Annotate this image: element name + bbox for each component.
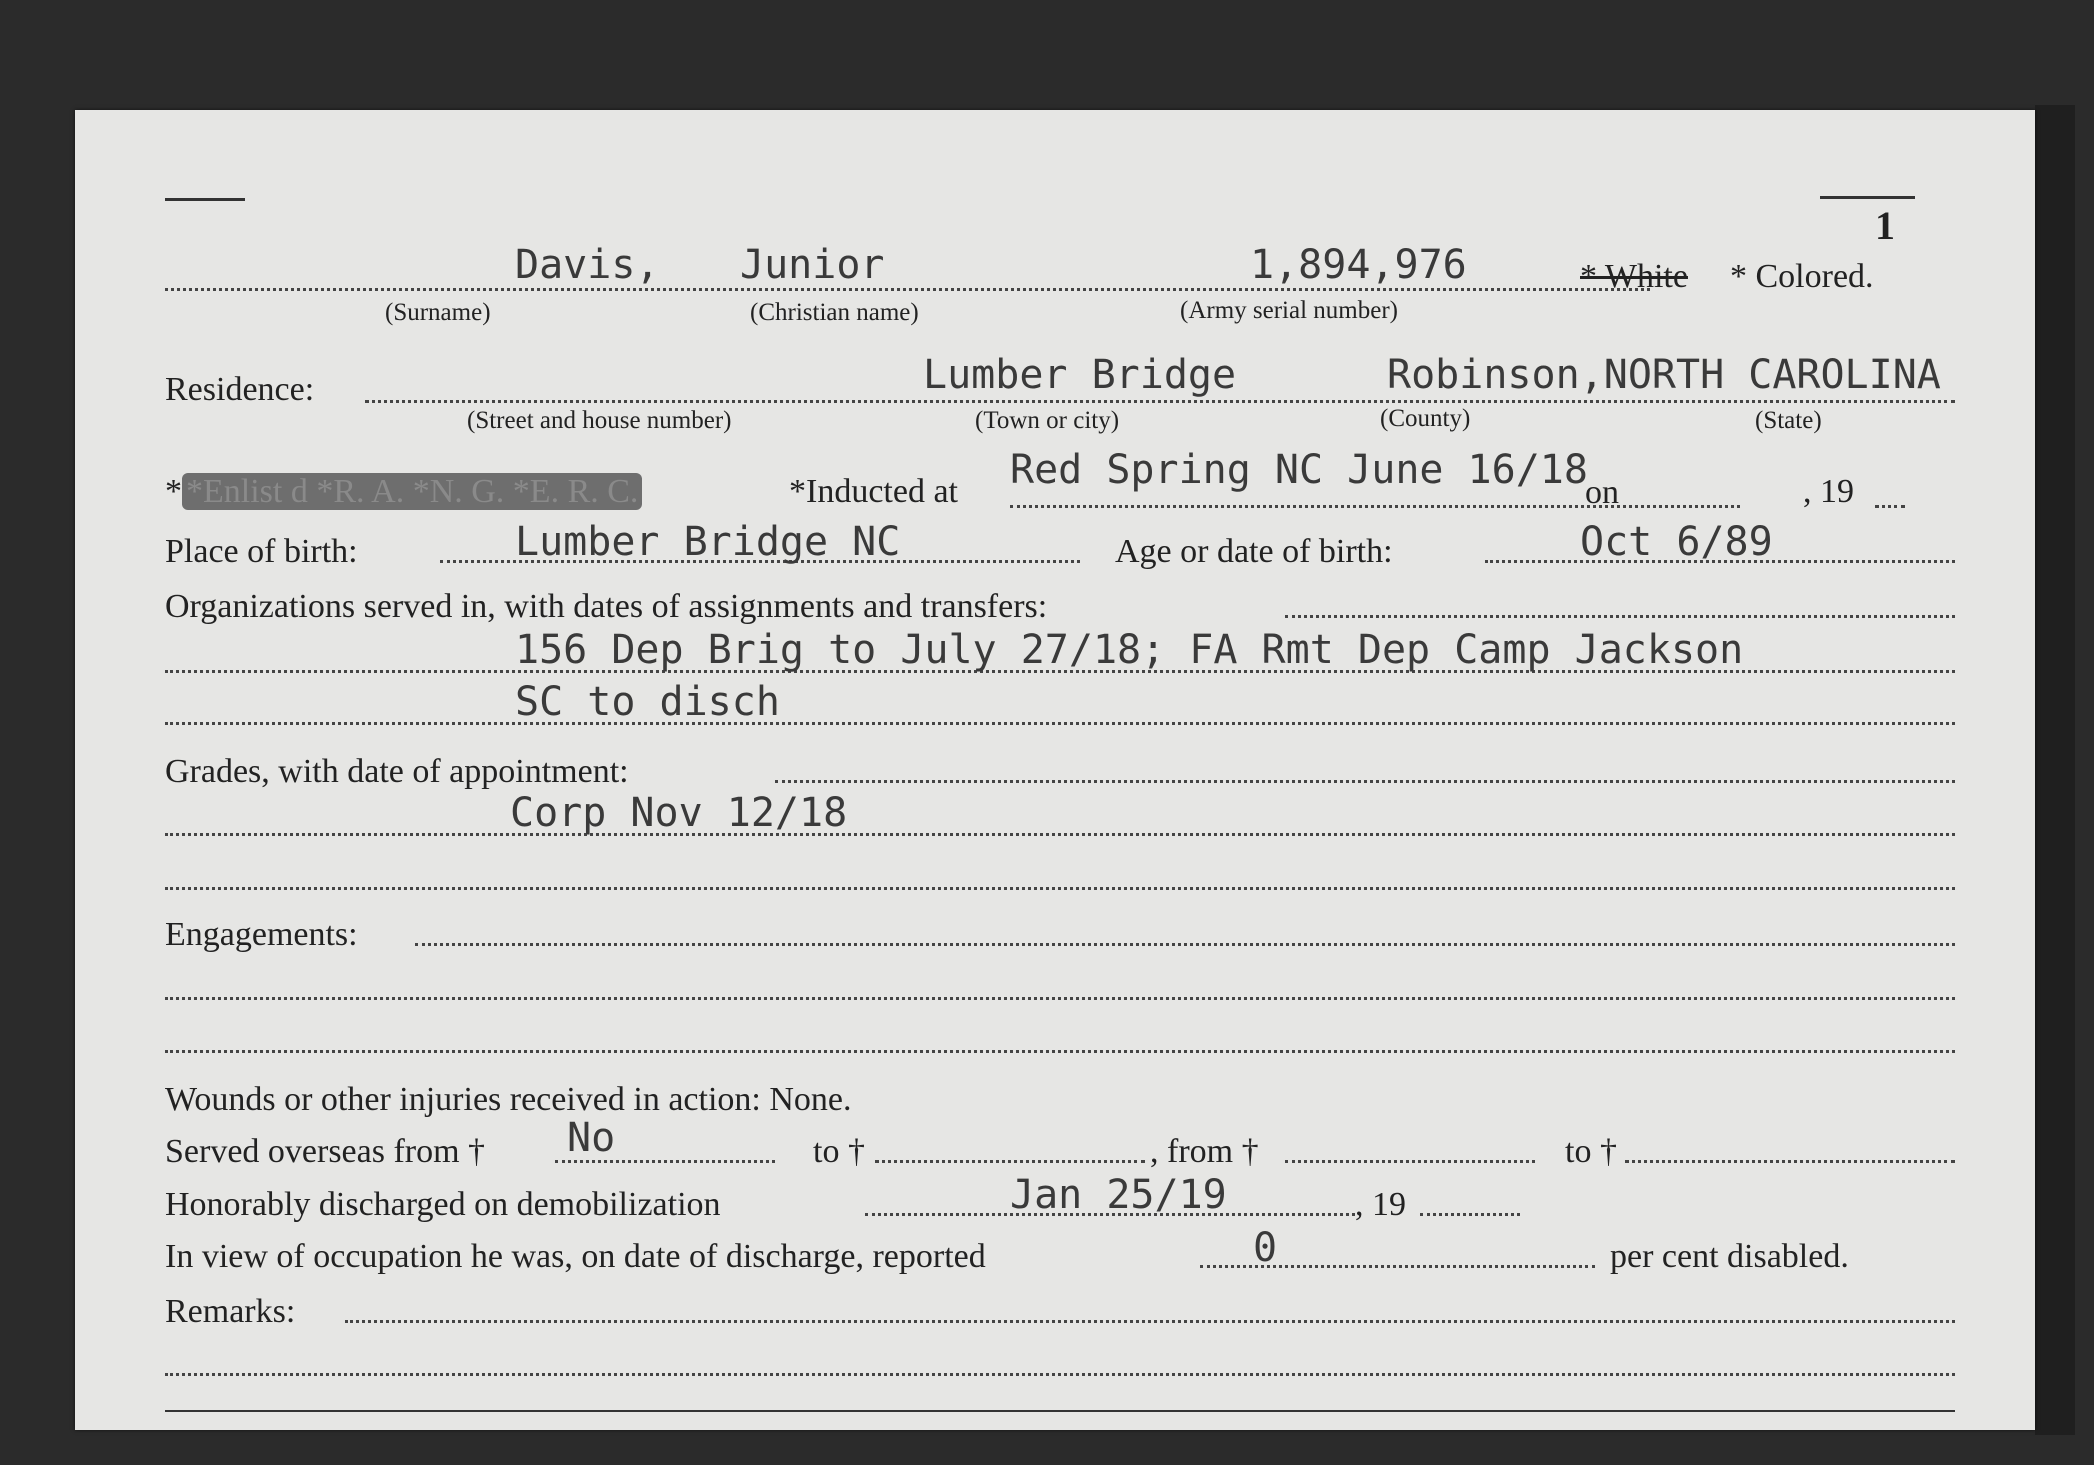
grades-line-2 (165, 887, 1955, 890)
top-left-dash (165, 198, 245, 201)
grades-line-0 (775, 780, 1955, 783)
residence-line (365, 400, 1955, 403)
age-value: Oct 6/89 (1580, 519, 1773, 565)
service-record-card (75, 110, 2035, 1430)
disabled-label: In view of occupation he was, on date of discharge, reported (165, 1238, 986, 1275)
enlistment-redacted: * *Enlist d *R. A. *N. G. *E. R. C. (165, 475, 642, 509)
bottom-rule (165, 1410, 1955, 1412)
remarks-label: Remarks: (165, 1293, 296, 1330)
inducted-line (1010, 505, 1740, 508)
overseas-from2-line (1285, 1160, 1535, 1163)
card-number: 1 (1875, 203, 1895, 248)
place-of-birth-value: Lumber Bridge NC (515, 519, 901, 565)
wounds-text: Wounds or other injuries received in action: None. (165, 1081, 852, 1118)
county-label: (County) (1380, 405, 1471, 432)
organizations-line-2 (165, 722, 1955, 725)
overseas-from2-label: , from † (1150, 1133, 1259, 1170)
engagements-label: Engagements: (165, 916, 358, 953)
overseas-to-line (875, 1160, 1145, 1163)
enlistment-redaction-mark: *Enlist d *R. A. *N. G. *E. R. C. (182, 473, 642, 510)
year-line (1875, 505, 1905, 508)
county-state-value: Robinson,NORTH CAROLINA (1387, 352, 1941, 398)
place-of-birth-label: Place of birth: (165, 533, 358, 570)
serial-number-value: 1,894,976 (1250, 242, 1467, 288)
street-label: (Street and house number) (467, 407, 732, 434)
organizations-line-0 (1285, 615, 1955, 618)
remarks-line-1 (165, 1373, 1955, 1376)
discharged-value: Jan 25/19 (1010, 1172, 1227, 1218)
state-label: (State) (1755, 407, 1822, 434)
on-label: on (1585, 474, 1619, 511)
organizations-line2-value: SC to disch (515, 679, 780, 725)
serial-number-label: (Army serial number) (1180, 297, 1398, 324)
card-number-rule (1820, 196, 1915, 199)
organizations-label: Organizations served in, with dates of assignments and transfers: (165, 588, 1048, 625)
age-label: Age or date of birth: (1115, 533, 1393, 570)
race-white-option: * White (1580, 258, 1688, 295)
engagements-line-2 (165, 1050, 1955, 1053)
card-edge-shadow (2035, 105, 2075, 1435)
surname-value: Davis, (515, 242, 660, 288)
remarks-line-0 (345, 1320, 1955, 1323)
overseas-to2-line (1625, 1160, 1955, 1163)
town-label: (Town or city) (975, 407, 1120, 434)
overseas-to2-label: to † (1565, 1133, 1617, 1170)
grades-line-1 (165, 833, 1955, 836)
residence-label: Residence: (165, 371, 315, 408)
christian-name-label: (Christian name) (750, 299, 919, 326)
race-colored-option: * Colored. (1730, 258, 1874, 295)
overseas-label: Served overseas from † (165, 1133, 486, 1170)
grades-value: Corp Nov 12/18 (510, 790, 848, 836)
grades-label: Grades, with date of appointment: (165, 753, 629, 790)
year-19-label: , 19 (1803, 473, 1854, 510)
discharged-year-line (1420, 1213, 1520, 1216)
engagements-line-0 (415, 943, 1955, 946)
discharged-year-label: , 19 (1355, 1186, 1406, 1223)
organizations-line1-value: 156 Dep Brig to July 27/18; FA Rmt Dep Camp Jackson (515, 627, 1744, 673)
overseas-value: No (567, 1115, 616, 1161)
town-value: Lumber Bridge (923, 352, 1237, 398)
discharged-label: Honorably discharged on demobilization (165, 1186, 721, 1223)
overseas-to-label: to † (813, 1133, 865, 1170)
christian-name-value: Junior (740, 242, 885, 288)
engagements-line-1 (165, 997, 1955, 1000)
name-line (165, 288, 1650, 291)
surname-label: (Surname) (385, 299, 491, 326)
disabled-suffix: per cent disabled. (1610, 1238, 1849, 1275)
disabled-value: 0 (1253, 1225, 1278, 1271)
inducted-value: Red Spring NC June 16/18 (1010, 447, 1588, 493)
inducted-label: *Inducted at (789, 473, 958, 510)
